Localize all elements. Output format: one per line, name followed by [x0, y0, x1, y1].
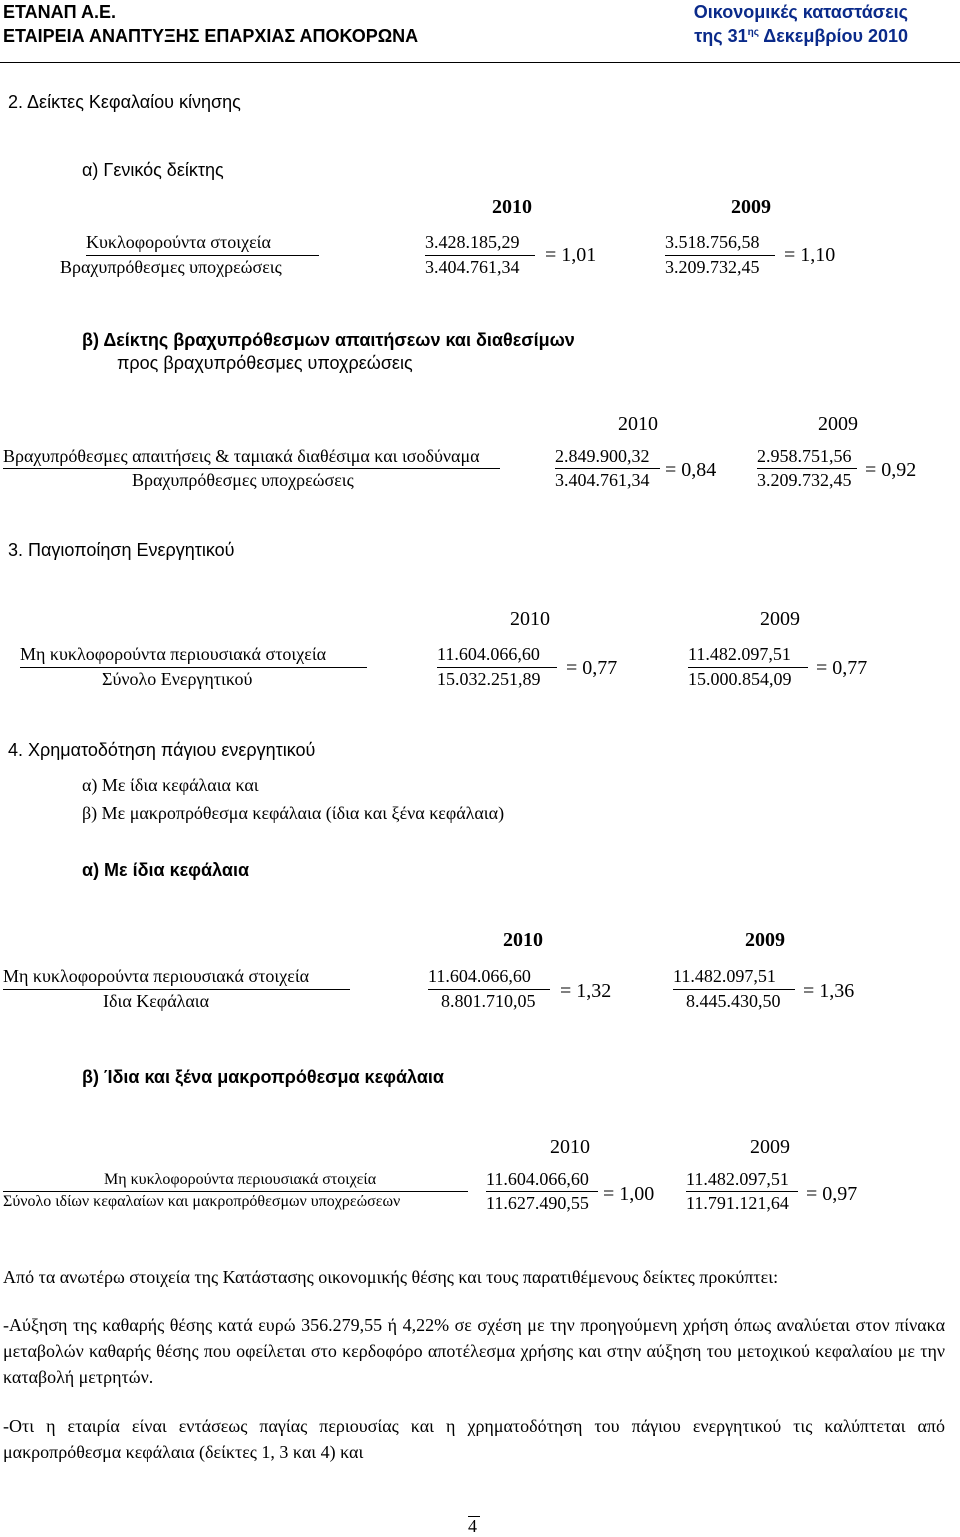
numerator-2010: 11.604.066,60: [486, 1169, 589, 1189]
numerator-2010: 11.604.066,60: [428, 966, 531, 986]
numerator-2010: 2.849.900,32: [555, 446, 650, 466]
numerator-label: Μη κυκλοφορούντα περιουσιακά στοιχεία: [3, 966, 310, 986]
fraction-line: [20, 667, 367, 668]
document-title: Οικονομικές καταστάσεις: [693, 2, 908, 22]
section-2a-title: α) Γενικός δείκτης: [82, 160, 224, 180]
fraction-line: [665, 255, 775, 256]
fraction-line: [3, 468, 500, 469]
fraction-line: [425, 255, 535, 256]
year-2010: 2010: [503, 929, 543, 951]
year-2009: 2009: [750, 1136, 790, 1158]
section-2-title: 2. Δείκτες Κεφαλαίου κίνησης: [8, 92, 241, 112]
fraction-line: [428, 989, 550, 990]
denominator-2009: 3.209.732,45: [757, 470, 852, 490]
ratio-2010: = 1,32: [560, 980, 612, 1002]
denominator-label: Σύνολο Ενεργητικού: [102, 669, 253, 689]
denominator-2010: 11.627.490,55: [486, 1193, 589, 1213]
fraction-line: [688, 667, 808, 668]
header-rule: [0, 62, 960, 63]
denominator-2009: 8.445.430,50: [686, 991, 781, 1011]
numerator-2009: 11.482.097,51: [673, 966, 776, 986]
denominator-label: Βραχυπρόθεσμες υποχρεώσεις: [60, 257, 282, 277]
denominator-2010: 15.032.251,89: [437, 669, 541, 689]
ratio-2009: = 0,77: [816, 657, 868, 679]
fraction-line: [437, 667, 557, 668]
ratio-2010: = 1,01: [545, 244, 597, 266]
ratio-2009: = 0,97: [806, 1183, 858, 1205]
fraction-line: [86, 255, 319, 256]
company-short-name: ΕΤΑΝΑΠ Α.Ε.: [3, 2, 117, 22]
document-date: της $31^{\eta\varsigma}$ Δεκεμβρίου 2010: [694, 26, 908, 46]
fraction-line: [555, 468, 660, 469]
numerator-label: Μη κυκλοφορούντα περιουσιακά στοιχεία: [20, 644, 327, 664]
section-4-item-a: α) Με ίδια κεφάλαια και: [82, 775, 259, 795]
ratio-2010: = 1,00: [603, 1183, 655, 1205]
year-2009: 2009: [731, 196, 771, 218]
section-4-item-b: β) Με μακροπρόθεσμα κεφάλαια (ίδια και ξένα κεφάλαια): [82, 803, 505, 823]
section-2b-title-line1: β) Δείκτης βραχυπρόθεσμων απαιτήσεων και διαθεσίμων: [82, 330, 575, 350]
numerator-2009: 11.482.097,51: [686, 1169, 789, 1189]
year-2009: 2009: [745, 929, 785, 951]
numerator-2009: 2.958.751,56: [757, 446, 852, 466]
year-2010: 2010: [492, 196, 532, 218]
denominator-2010: 8.801.710,05: [441, 991, 536, 1011]
ratio-2009: = 0,92: [865, 459, 917, 481]
year-2009: 2009: [760, 608, 800, 630]
fraction-line: [686, 1191, 798, 1192]
numerator-2010: 11.604.066,60: [437, 644, 540, 664]
ratio-2010: = 0,77: [566, 657, 618, 679]
section-3-title: 3. Παγιοποίηση Ενεργητικού: [8, 540, 235, 560]
numerator-label: Κυκλοφορούντα στοιχεία: [86, 232, 271, 252]
year-2009: 2009: [818, 413, 858, 435]
fraction-line: [3, 989, 350, 990]
section-2b-title-line2: προς βραχυπρόθεσμες υποχρεώσεις: [117, 353, 413, 373]
numerator-2009: 3.518.756,58: [665, 232, 760, 252]
ratio-2009: = 1,10: [784, 244, 836, 266]
ratio-2010: = 0,84: [665, 459, 717, 481]
fraction-line: [486, 1191, 598, 1192]
fraction-line: [757, 468, 857, 469]
numerator-label: Βραχυπρόθεσμες απαιτήσεις & ταμιακά διαθέσιμα και ισοδύναμα: [3, 446, 480, 466]
year-2010: 2010: [550, 1136, 590, 1158]
denominator-label: Ιδια Κεφάλαια: [103, 991, 210, 1011]
page-number: 4: [468, 1516, 477, 1536]
conclusions-intro: Από τα ανωτέρω στοιχεία της Κατάστασης οικονομικής θέσης και τους παρατιθέμενους δείκτες προκύπτει:: [3, 1267, 779, 1287]
fraction-line: [673, 989, 795, 990]
fraction-line: [3, 1191, 468, 1192]
numerator-2010: 3.428.185,29: [425, 232, 520, 252]
company-full-name: ΕΤΑΙΡΕΙΑ ΑΝΑΠΤΥΞΗΣ ΕΠΑΡΧΙΑΣ ΑΠΟΚΟΡΩΝΑ: [3, 26, 419, 46]
section-4-title: 4. Χρηματοδότηση πάγιου ενεργητικού: [8, 740, 316, 760]
denominator-label: Βραχυπρόθεσμες υποχρεώσεις: [132, 470, 354, 490]
denominator-2009: 3.209.732,45: [665, 257, 760, 277]
conclusion-paragraph: -Οτι η εταιρία είναι εντάσεως παγίας περιουσίας και η χρηματοδότηση του πάγιου ενεργητικού τις καλύπτεται από μακροπρόθεσμα κεφάλαια (δείκτες 1, 3 και 4) και: [3, 1416, 945, 1462]
denominator-2009: 11.791.121,64: [686, 1193, 789, 1213]
denominator-2009: 15.000.854,09: [688, 669, 792, 689]
conclusion-paragraph: -Αύξηση της καθαρής θέσης κατά ευρώ 356.279,55 ή 4,22% σε σχέση με την προηγούμενη χρήση όπως αναλύεται στον πίνακα μεταβολών καθαρής θέσης που οφείλεται στο κερδοφόρο αποτέλεσμα χρήσης και στην αύξηση του μετοχικού κεφαλαίου με την καταβολή μετρητών.: [3, 1315, 945, 1387]
denominator-2010: 3.404.761,34: [555, 470, 650, 490]
year-2010: 2010: [510, 608, 550, 630]
denominator-label: Σύνολο ιδίων κεφαλαίων και μακροπρόθεσμων υποχρεώσεων: [3, 1193, 401, 1210]
denominator-2010: 3.404.761,34: [425, 257, 520, 277]
section-4a-title: α) Με ίδια κεφάλαια: [82, 860, 250, 880]
section-4b-title: β) Ίδια και ξένα μακροπρόθεσμα κεφάλαια: [82, 1067, 444, 1087]
numerator-2009: 11.482.097,51: [688, 644, 791, 664]
year-2010: 2010: [618, 413, 658, 435]
numerator-label: Μη κυκλοφορούντα περιουσιακά στοιχεία: [104, 1171, 377, 1188]
ratio-2009: = 1,36: [803, 980, 855, 1002]
